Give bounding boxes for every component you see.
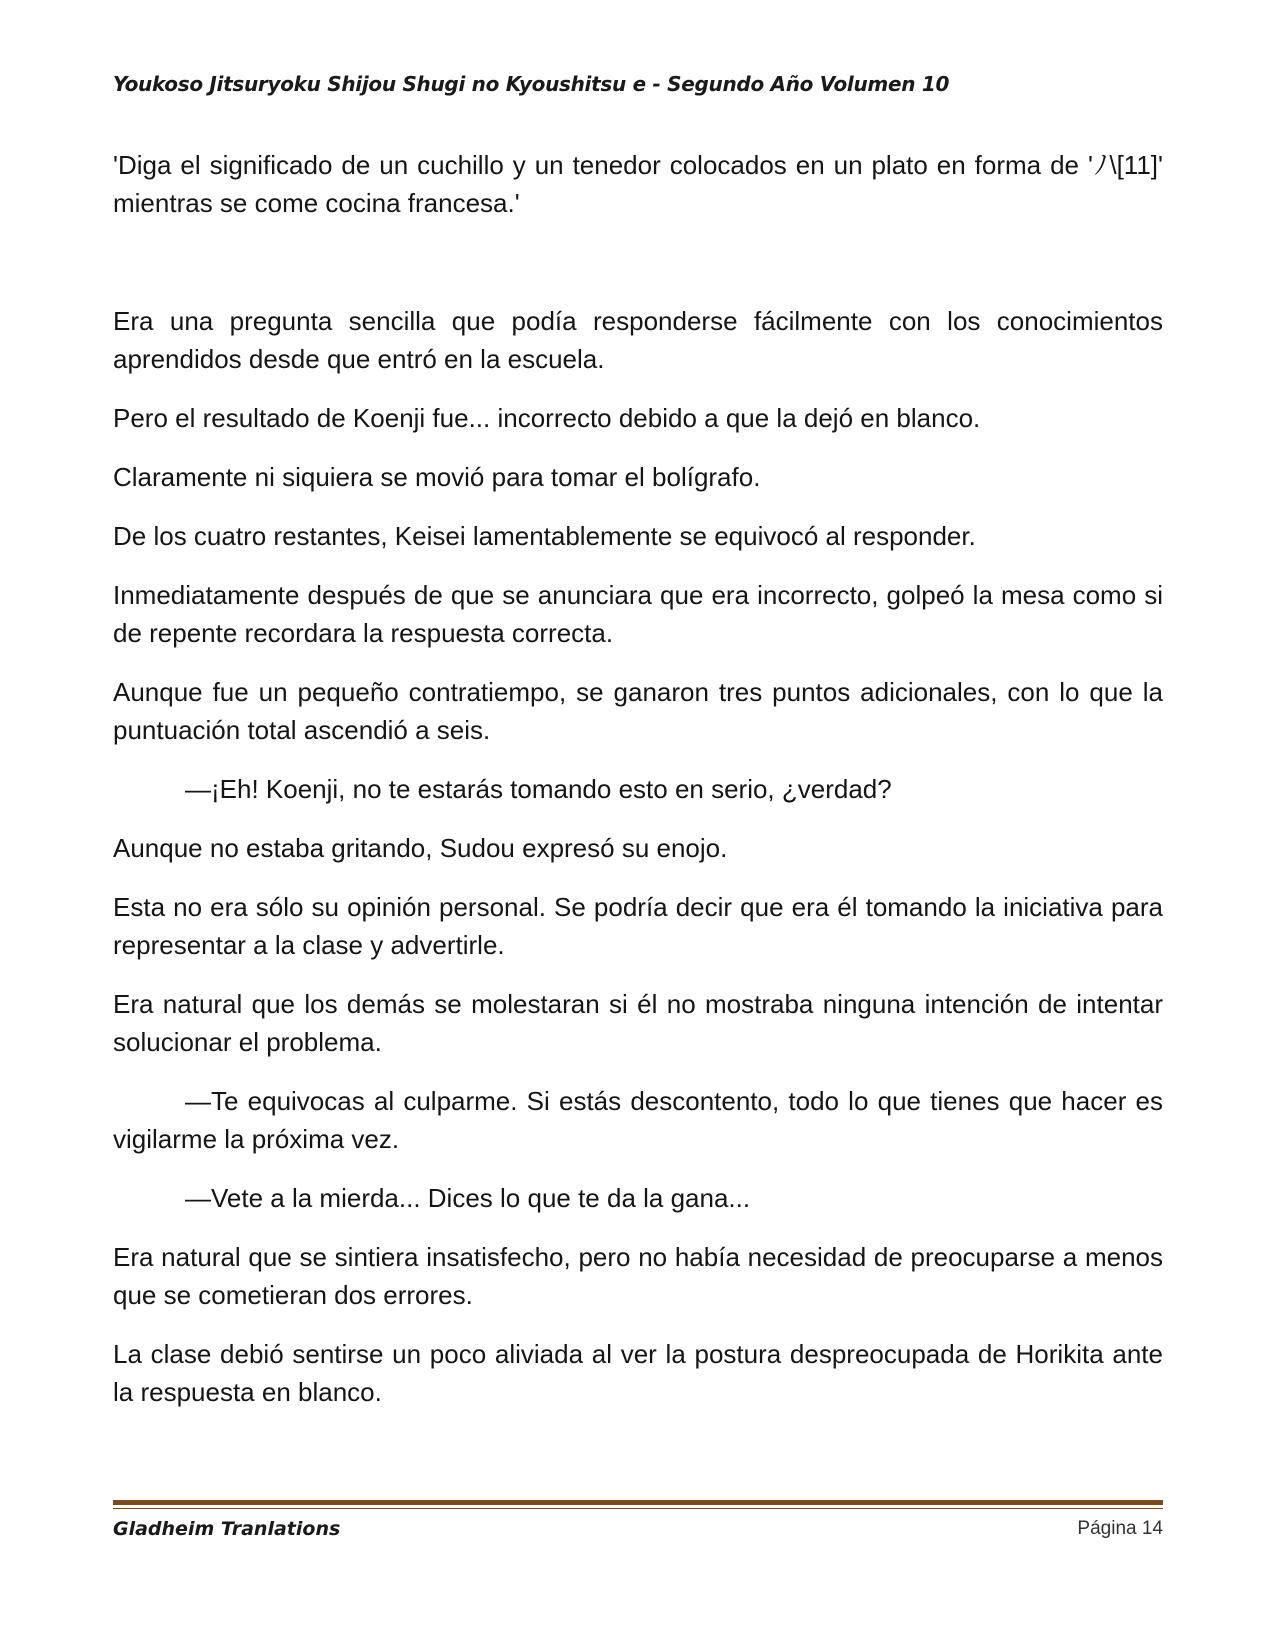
body-paragraph: Aunque fue un pequeño contratiempo, se ganaron tres puntos adicionales, con lo que la puntuación total ascendió a seis.	[113, 677, 1163, 745]
body-paragraph: Claramente ni siquiera se movió para tomar el bolígrafo.	[113, 462, 761, 492]
page-number: Página 14	[1077, 1518, 1163, 1539]
running-header: Youkoso Jitsuryoku Shijou Shugi no Kyoushitsu e - Segundo Año Volumen 10	[113, 72, 950, 96]
body-paragraph: La clase debió sentirse un poco aliviada al ver la postura despreocupada de Horikita ante la respuesta en blanco.	[113, 1339, 1163, 1407]
dialogue-paragraph: —¡Eh! Koenji, no te estarás tomando esto en serio, ¿verdad?	[185, 774, 892, 804]
footer-rule-thin	[113, 1508, 1163, 1509]
quoted-question-paragraph: 'Diga el significado de un cuchillo y un tenedor colocados en un plato en forma de 'ﾉ\[11]' mientras se come cocina francesa.'	[113, 150, 1163, 218]
body-paragraph: Esta no era sólo su opinión personal. Se podría decir que era él tomando la iniciativa para representar a la clase y advertirle.	[113, 892, 1163, 960]
page-body	[113, 146, 1163, 1432]
body-paragraph: Era natural que los demás se molestaran si él no mostraba ninguna intención de intentar solucionar el problema.	[113, 989, 1163, 1057]
dialogue-paragraph: —Te equivocas al culparme. Si estás descontento, todo lo que tienes que hacer es vigilarme la próxima vez.	[113, 1086, 1163, 1154]
footer-rule-thick	[113, 1500, 1163, 1505]
dialogue-paragraph: —Vete a la mierda... Dices lo que te da la gana...	[185, 1183, 751, 1213]
body-paragraph: Era una pregunta sencilla que podía responderse fácilmente con los conocimientos aprendidos desde que entró en la escuela.	[113, 306, 1163, 374]
body-paragraph: Pero el resultado de Koenji fue... incorrecto debido a que la dejó en blanco.	[113, 403, 981, 433]
body-paragraph: Inmediatamente después de que se anunciara que era incorrecto, golpeó la mesa como si de repente recordara la respuesta correcta.	[113, 580, 1163, 648]
body-paragraph: Aunque no estaba gritando, Sudou expresó su enojo.	[113, 833, 728, 863]
body-paragraph: De los cuatro restantes, Keisei lamentablemente se equivocó al responder.	[113, 521, 976, 551]
footer-translator-credit: Gladheim Tranlations	[113, 1518, 341, 1540]
body-paragraph: Era natural que se sintiera insatisfecho, pero no había necesidad de preocuparse a menos que se cometieran dos errores.	[113, 1242, 1163, 1310]
